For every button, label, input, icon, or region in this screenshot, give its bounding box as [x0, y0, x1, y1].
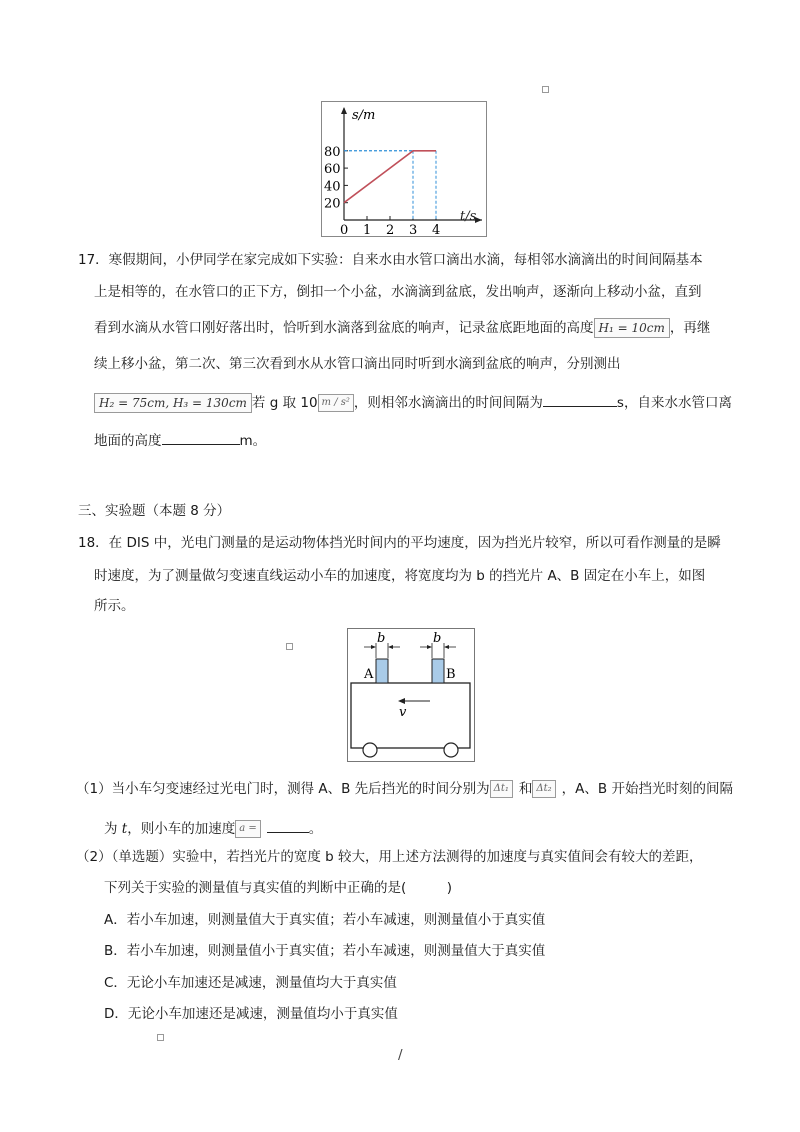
car-figure — [347, 628, 475, 762]
anchor-marker — [542, 86, 549, 93]
label-a: A — [364, 667, 374, 682]
x-axis-label: t/s — [460, 209, 477, 224]
q18-text: （1）当小车匀变速经过光电门时，测得 A、B 先后挡光的时间分别为 — [76, 781, 490, 797]
y-tick-label: 40 — [324, 179, 341, 195]
option-d[interactable]: D．无论小车加速还是减速，测量值均小于真实值 — [104, 1006, 398, 1022]
q17-text: s，自来水水管口离 — [616, 395, 732, 411]
st-graph-svg — [322, 102, 486, 236]
label-v: v — [399, 705, 407, 720]
option-a[interactable]: A．若小车加速，则测量值大于真实值；若小车减速，则测量值小于真实值 — [104, 912, 546, 928]
q18-line-1: 18．在 DIS 中，光电门测量的是运动物体挡光时间内的平均速度，因为挡光片较窄，所以可看作测量的是瞬 — [78, 535, 721, 551]
x-tick-label: 2 — [386, 223, 395, 236]
dim-arrowhead-b2 — [444, 645, 449, 649]
q17-text: 若 g 取 10 — [251, 395, 318, 411]
q17-line-6 — [94, 430, 266, 450]
dim-arrowhead-a2 — [388, 645, 393, 649]
q17-text: ，则相邻水滴滴出的时间间隔为 — [353, 395, 543, 411]
answer-blank-acceleration[interactable] — [267, 818, 309, 833]
formula-dt2: Δt₂ — [532, 780, 555, 798]
formula-unit: m / s² — [318, 394, 354, 412]
q17-text: 看到水滴从水管口刚好落出时，恰听到水滴落到盆底的响声，记录盆底距地面的高度 — [94, 320, 594, 336]
y-axis-arrow — [341, 107, 347, 114]
formula-a: a = — [235, 820, 261, 838]
q17-line-4: 续上移小盆，第二次、第三次看到水从水管口滴出同时听到水滴到盆底的响声，分别测出 — [94, 356, 621, 372]
q18-text: 为 — [104, 821, 122, 837]
formula-dt1: Δt₁ — [490, 780, 513, 798]
formula-h1: H₁ = 10cm — [594, 318, 670, 338]
x-tick-label: 0 — [340, 223, 349, 236]
s-t-line — [344, 151, 436, 203]
q18-text: 和 — [518, 781, 533, 797]
car-body — [351, 683, 470, 748]
q18-part2-line-1: （2）（单选题）实验中，若挡光片的宽度 b 较大，用上述方法测得的加速度与真实值间会有较大的差距， — [76, 849, 703, 865]
q17-text: 地面的高度 — [94, 433, 162, 449]
label-b: B — [446, 667, 456, 682]
label-b-a: b — [377, 631, 386, 646]
option-c[interactable]: C．无论小车加速还是减速，测量值均大于真实值 — [104, 975, 397, 991]
page-footer-marker: / — [398, 1047, 403, 1063]
x-tick-label: 4 — [432, 223, 441, 236]
option-b[interactable]: B．若小车加速，则测量值小于真实值；若小车减速，则测量值大于真实值 — [104, 943, 546, 959]
q18-text: ，则小车的加速度 — [127, 821, 236, 837]
label-b-b: b — [433, 631, 442, 646]
q18-part2-line-2: 下列关于实验的测量值与真实值的判断中正确的是( ) — [104, 880, 453, 896]
y-axis-label: s/m — [352, 108, 376, 123]
q18-text: ，A、B 开始挡光时刻的间隔 — [561, 781, 733, 797]
y-tick-label: 20 — [324, 196, 341, 212]
y-tick-label: 60 — [324, 162, 341, 178]
dim-arrowhead-a — [371, 645, 376, 649]
q17-text: ，再继 — [669, 320, 711, 336]
dim-arrowhead-b — [427, 645, 432, 649]
formula-h2-h3: H₂ = 75cm, H₃ = 130cm — [94, 393, 252, 413]
x-tick-label: 3 — [409, 223, 418, 236]
anchor-marker — [286, 643, 293, 650]
shutter-b — [432, 659, 444, 683]
q18-part1-line-2 — [104, 818, 322, 838]
answer-blank-height[interactable] — [162, 430, 240, 445]
anchor-marker — [157, 1034, 164, 1041]
q18-text: 。 — [308, 821, 323, 837]
q17-line-5 — [94, 392, 732, 413]
shutter-a — [376, 659, 388, 683]
symbol-t: t — [121, 821, 128, 837]
wheel-left — [363, 743, 377, 757]
wheel-right — [444, 743, 458, 757]
answer-blank-interval[interactable] — [543, 392, 617, 407]
st-graph — [321, 101, 487, 237]
q18-line-3: 所示。 — [94, 598, 135, 614]
q17-line-3 — [94, 318, 710, 338]
q17-line-1: 17．寒假期间，小伊同学在家完成如下实验：自来水由水管口滴出水滴，每相邻水滴滴出的时间间隔基本 — [78, 252, 703, 268]
q18-line-2: 时速度，为了测量做匀变速直线运动小车的加速度，将宽度均为 b 的挡光片 A、B 固定在小车上，如图 — [94, 568, 706, 584]
y-tick-label: 80 — [324, 144, 341, 160]
q17-line-2: 上是相等的，在水管口的正下方，倒扣一个小盆，水滴滴到盆底，发出响声，逐渐向上移动小盆，直到 — [94, 284, 702, 300]
car-figure-svg — [348, 629, 474, 761]
q18-part1-line-1 — [76, 780, 733, 798]
section-3-title: 三、实验题（本题 8 分） — [78, 503, 231, 519]
q17-text: m。 — [239, 433, 267, 449]
x-tick-label: 1 — [363, 223, 372, 236]
